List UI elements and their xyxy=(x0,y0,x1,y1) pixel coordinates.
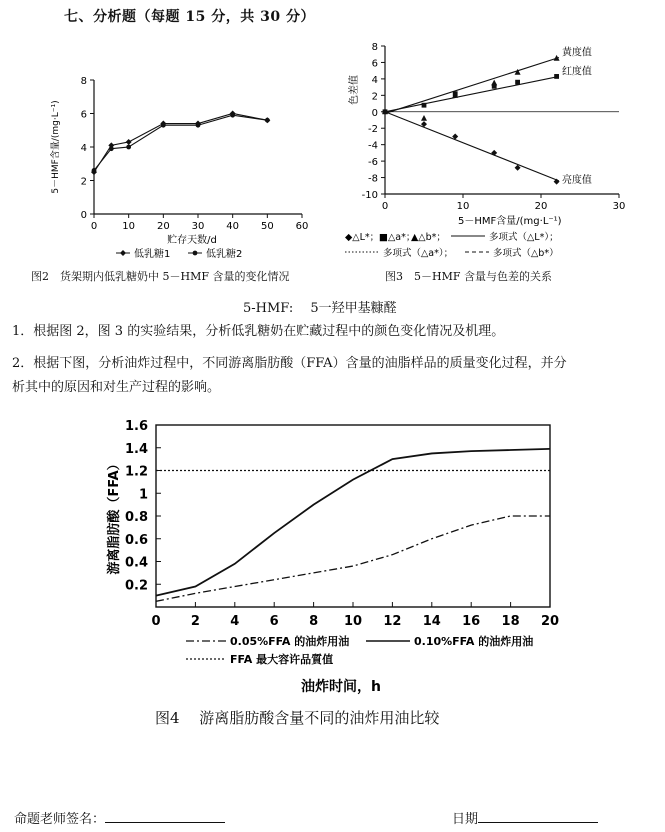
fit-line xyxy=(385,76,559,111)
date-label: 日期 xyxy=(452,812,479,827)
hmf-note: 5-HMF: 5一羟甲基糠醛 xyxy=(243,301,397,316)
x-tick-label: 10 xyxy=(456,201,470,212)
x-tick-label: 0 xyxy=(381,201,389,212)
y-tick-label: 8 xyxy=(80,76,87,87)
legend-label: 0.05%FFA 的油炸用油 xyxy=(230,635,350,648)
x-tick-label: 20 xyxy=(540,614,560,629)
y-tick-label: 1.4 xyxy=(124,441,148,457)
y-tick-label: 2 xyxy=(80,176,87,188)
y-axis-label: 5－HMF含量/(mg·L⁻¹) xyxy=(51,100,61,194)
data-point xyxy=(491,150,497,156)
data-point xyxy=(92,168,97,173)
data-point xyxy=(515,80,520,85)
legend-marker xyxy=(193,251,198,256)
legend-marker-label: ▲△b*； xyxy=(411,232,446,243)
y-axis-label: 色差值 xyxy=(349,75,360,105)
y-tick-label: -4 xyxy=(368,140,378,152)
legend-label: 多项式（△a*）； xyxy=(383,248,454,259)
x-tick-label: 40 xyxy=(226,221,240,232)
legend-label: 多项式（△L*）； xyxy=(489,232,559,243)
fig3-caption: 图3 5－HMF 含量与色差的关系 xyxy=(385,270,552,283)
fit-line xyxy=(385,58,559,114)
x-tick-label: 6 xyxy=(269,614,279,629)
y-tick-label: 0.2 xyxy=(124,578,148,594)
legend-label: 低乳糖1 xyxy=(134,249,171,260)
series-line xyxy=(156,516,550,601)
line-label: 亮度值 xyxy=(561,174,592,186)
x-tick-label: 50 xyxy=(260,221,274,232)
x-tick-label: 18 xyxy=(501,614,520,629)
legend-marker xyxy=(120,250,126,256)
y-tick-label: 0.6 xyxy=(124,532,148,548)
x-tick-label: 4 xyxy=(230,614,240,629)
line-label: 黄度值 xyxy=(561,47,592,59)
legend-marker-label: ■△a*； xyxy=(379,232,416,243)
date-field xyxy=(452,808,598,827)
y-tick-label: 1.6 xyxy=(124,419,148,434)
y-tick-label: -2 xyxy=(368,124,378,136)
data-point xyxy=(422,103,427,108)
y-tick-label: 6 xyxy=(80,109,87,121)
fig2-caption: 图2 货架期内低乳糖奶中 5－HMF 含量的变化情况 xyxy=(31,270,290,283)
question-1: 1．根据图 2，图 3 的实验结果，分析低乳糖奶在贮藏过程中的颜色变化情况及机理。 xyxy=(12,324,505,339)
fig4-caption: 图4 游离脂肪酸含量不同的油炸用油比较 xyxy=(155,709,440,727)
section-title: 七、分析题（每题 15 分，共 30 分） xyxy=(64,9,315,25)
y-tick-label: 8 xyxy=(371,42,378,53)
fit-line xyxy=(385,112,559,181)
legend-marker-label: ◆△L*； xyxy=(345,232,380,243)
data-point xyxy=(126,139,132,145)
x-tick-label: 12 xyxy=(383,614,402,629)
data-point xyxy=(265,118,270,123)
fig3-chart xyxy=(340,34,650,262)
x-tick-label: 10 xyxy=(122,221,136,232)
data-point xyxy=(126,145,131,150)
x-axis-label: 贮存天数/d xyxy=(167,235,217,246)
y-tick-label: 0 xyxy=(80,210,87,221)
y-tick-label: 2 xyxy=(371,91,378,103)
legend-label: 多项式（△b*） xyxy=(493,248,559,259)
fig4-chart xyxy=(100,415,570,700)
x-tick-label: 30 xyxy=(191,221,205,232)
question-2-line-1: 2．根据下图，分析油炸过程中，不同游离脂肪酸（FFA）含量的油脂样品的质量变化过程，并分 xyxy=(12,356,567,371)
y-tick-label: 0.8 xyxy=(124,510,148,525)
x-axis-label: 油炸时间，h xyxy=(301,679,381,695)
date-line[interactable] xyxy=(478,810,598,823)
question-2-line-2: 析其中的原因和对生产过程的影响。 xyxy=(12,380,221,395)
teacher-signature-line[interactable] xyxy=(105,810,225,823)
legend-label: 0.10%FFA 的油炸用油 xyxy=(414,635,534,648)
x-tick-label: 30 xyxy=(612,201,626,212)
x-tick-label: 16 xyxy=(462,614,481,629)
data-point xyxy=(196,123,201,128)
y-tick-label: 1 xyxy=(138,487,148,503)
x-tick-label: 0 xyxy=(90,221,98,232)
y-tick-label: 0.4 xyxy=(124,555,148,571)
data-point xyxy=(421,115,427,121)
data-point xyxy=(453,91,458,96)
y-tick-label: -10 xyxy=(361,190,378,201)
x-tick-label: 10 xyxy=(343,614,363,629)
fig2-chart xyxy=(40,72,330,264)
y-tick-label: -6 xyxy=(368,157,378,169)
y-tick-label: 1.2 xyxy=(124,464,148,480)
x-tick-label: 14 xyxy=(422,614,441,629)
data-point xyxy=(554,74,559,79)
x-tick-label: 2 xyxy=(190,614,200,629)
data-point xyxy=(109,146,114,151)
data-point xyxy=(161,123,166,128)
data-point xyxy=(230,113,235,118)
x-tick-label: 60 xyxy=(295,221,309,232)
y-tick-label: 4 xyxy=(371,74,378,86)
x-axis-label: 5－HMF含量/(mg·L⁻¹) xyxy=(458,216,562,227)
y-tick-label: 4 xyxy=(80,143,87,154)
legend-label: FFA 最大容许品質值 xyxy=(230,653,334,666)
x-tick-label: 8 xyxy=(309,614,319,629)
line-label: 红度值 xyxy=(561,66,592,78)
y-tick-label: -8 xyxy=(368,173,378,185)
x-tick-label: 20 xyxy=(534,201,548,212)
legend-label: 低乳糖2 xyxy=(206,249,243,260)
y-tick-label: 0 xyxy=(371,107,378,119)
x-tick-label: 0 xyxy=(151,614,161,629)
plot-frame xyxy=(156,425,550,607)
data-point xyxy=(492,84,497,89)
y-tick-label: 6 xyxy=(371,58,378,70)
teacher-signature xyxy=(14,808,225,827)
x-tick-label: 20 xyxy=(156,221,170,232)
teacher-signature-label: 命题老师签名： xyxy=(14,812,106,827)
series-line xyxy=(94,114,267,173)
y-axis-label: 游离脂肪酸（FFA） xyxy=(107,457,122,575)
